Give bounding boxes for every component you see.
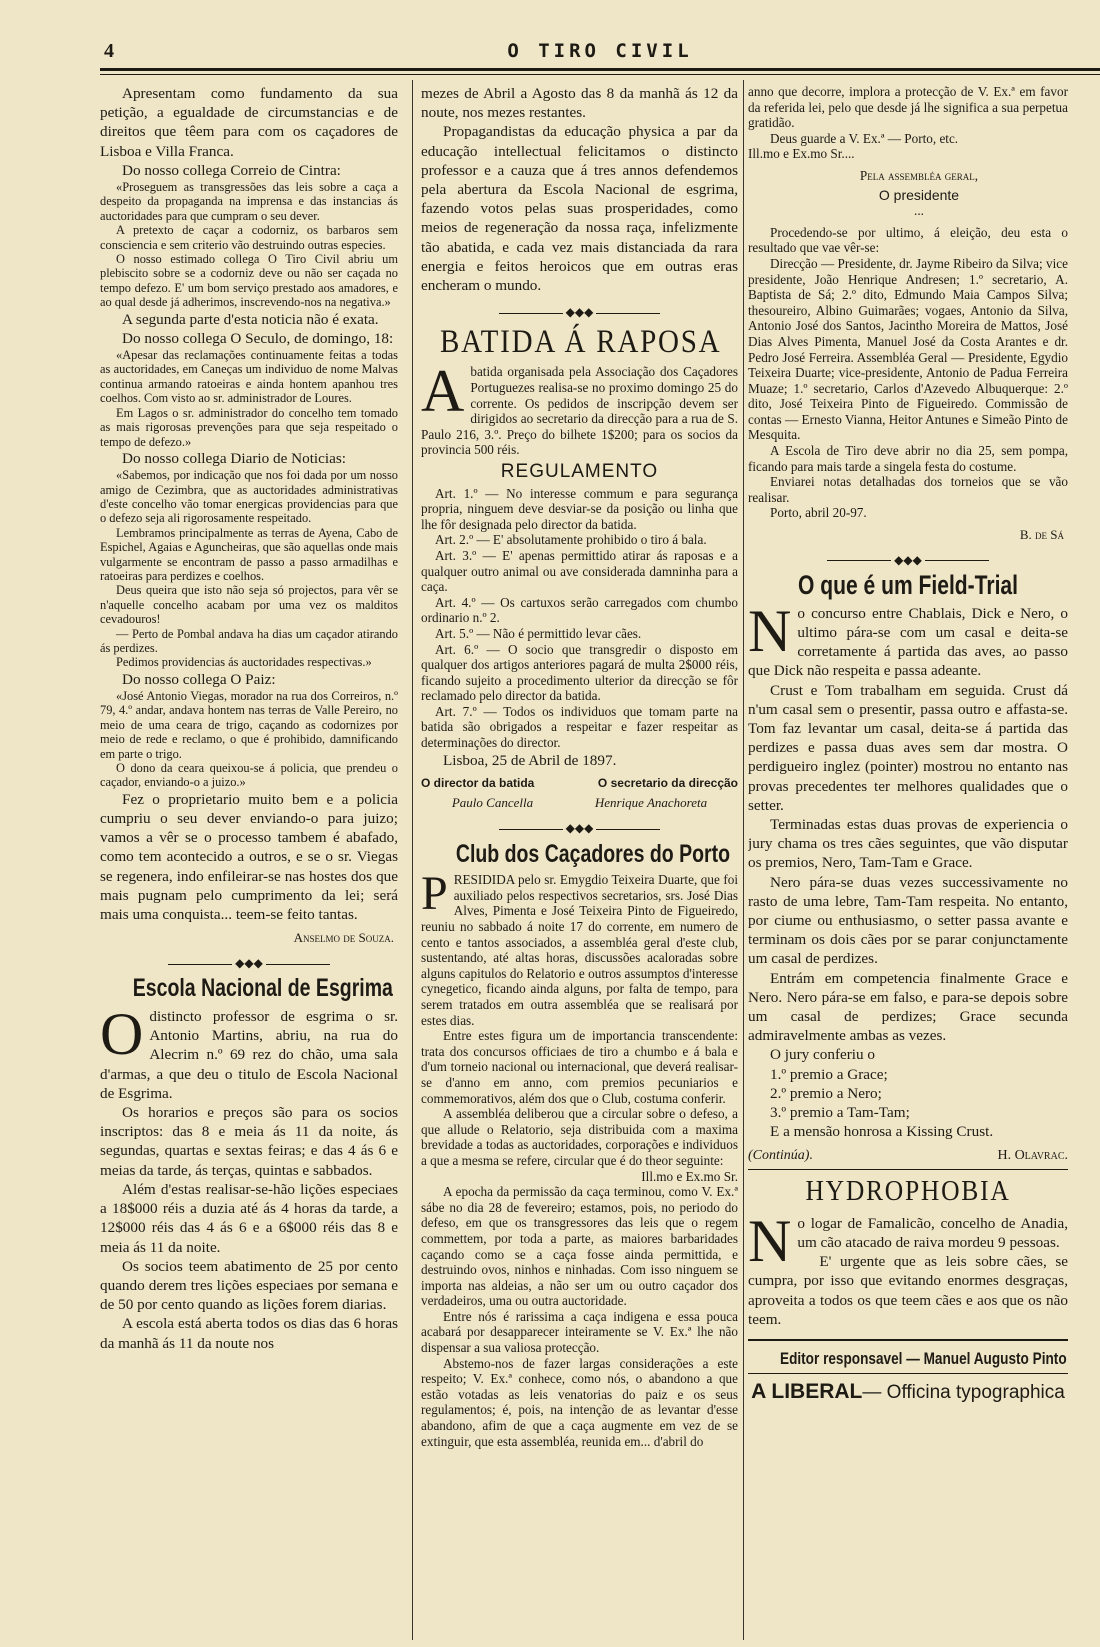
- quote-paragraph: A pretexto de caçar a codorniz, os barbaros sem consciencia e sem criterio vão destruindo outras especies.: [100, 223, 398, 252]
- paragraph: Nero pára-se duas vezes successivamente no rasto de uma lebre, Tam-Tam respeita. No entanto, por ciume ou enthusiasmo, o setter passa avante e terminam os dois cães por se parar conjunctamente um casal de perdizes.: [748, 873, 1068, 968]
- paragraph-text: o logar de Famalicão, concelho de Anadia, um cão atacado de raiva mordeu 9 pessoas.: [797, 1214, 1068, 1251]
- paragraph: anno que decorre, implora a protecção de V. Ex.ª em favor da referida lei, pelo que desde já lhe significa a sua perpetua gratidão.: [748, 84, 1068, 131]
- paragraph: A epocha da permissão da caça terminou, como V. Ex.ª sábe no dia 28 de fevereiro; estamos, pois, no periodo do defeso, em que os transgressores das leis que o regem commettem, por toda a parte, as maiores barbaridades caçando como se a caça fosse ainda permittida, e destruindo ovos, ninhos e ninhadas. Com isso ninguem se importa nas aldeias, a não ser um ou outro caçador dos verdadeiros, uma ou outra auctoridade.: [421, 1184, 738, 1309]
- paragraph: Os socios teem abatimento de 25 por cento quando derem tres lições especiaes por semana e de 50 por cento quando as lições forem diarias.: [100, 1257, 398, 1314]
- quote-paragraph: O dono da ceara queixou-se á policia, que prendeu o caçador, enviando-o a juizo.»: [100, 761, 398, 790]
- printer-label: — Officina typographica: [862, 1381, 1065, 1403]
- paragraph: [421, 867, 738, 1028]
- column-2: [421, 84, 738, 1640]
- dateline: Lisboa, 25 de Abril de 1897.: [443, 751, 617, 769]
- drop-cap: N: [748, 1207, 792, 1274]
- paragraph: Entre estes figura um de importancia transcendente: trata dos concursos officiaes de tiro a chumbo e á bala e d'um torneio nacional ou internacional, que deverá realisar-se d'anno em anno, com premios pecuniarios e commemorativos, além dos que o Club, costuma conferir.: [421, 1028, 738, 1106]
- quote-paragraph: Lembramos principalmente as terras de Ayena, Cabo de Espichel, Agaias e Aguncheiras, que são aquellas onde mais vulgarmente se encontram de passo a passo armadilhas e ratoeiras para perdizes e coelhos.: [100, 525, 398, 583]
- quote-paragraph: Em Lagos o sr. administrador do concelho tem tomado as mais rigorosas prevenções para que seja respeitado o tempo de defezo.»: [100, 405, 398, 449]
- drop-cap: P: [421, 867, 448, 921]
- paragraph: A escola está aberta todos os dias das 6 horas da manhã ás 11 da noute nos: [100, 1315, 398, 1352]
- signatory-name: Paulo Cancella: [451, 795, 534, 811]
- paragraph: Propagandistas da educação physica a par da educação intellectual felicitamos o distincto professor e a cauza que á tres annos defendemos pela abertura da Escola Nacional de esgrima, fazendo votos pelas suas prosperidades, como meios de regeneração da nossa raça, infelizmente tão abatida, e cada vez mais distanciada da rara energia e feitos heroicos que em outras eras encheram o mundo.: [421, 123, 738, 295]
- printer-credit: [748, 1379, 1068, 1403]
- column-3: [748, 84, 1068, 1640]
- salutation: Ill.mo e Ex.mo Sr.: [641, 1168, 738, 1184]
- paragraph: mezes de Abril a Agosto das 8 da manhã ás 12 da noute, nos mezes restantes.: [421, 85, 738, 122]
- paragraph-text: RESIDIDA pelo sr. Emygdio Teixeira Duarte, que foi auxiliado pelos respectivos secretarios, srs. José Dias Alves, Pimenta e José Teixeira Pinto de Figueiredo, reuniu no sabbado á noite 17 do corrente, em numero de cento e tantos associados, a assembléa geral d'este club, sustentando, até altas horas, discussões acaloradas sobre alguns capitulos do Relatorio e outros assumptos d'interesse cynegetico, ficando ainda alguns, por falta de tempo, para serem tratados em outra assembléa que se realisará por estes dias.: [421, 872, 738, 1028]
- signatory-title: O director da batida: [421, 775, 535, 790]
- paragraph: [748, 597, 1068, 681]
- quote-paragraph: Pedimos providencias ás auctoridades respectivas.»: [116, 655, 372, 670]
- signatory-line: Pela assembléa geral,: [859, 167, 979, 183]
- paragraph: Deus guarde a V. Ex.ª — Porto, etc.: [770, 130, 959, 146]
- paragraph: Abstemo-nos de fazer largas considerações a este respeito; V. Ex.ª conhece, como nós, o abandono a que estão votadas as leis venatorias do paiz e os seus regulamentos; é, pois, na intenção de as levantar d'esse abandono, afim de que a caça augmente em vez de se extinguir, que esta assembléa, reunida em... d'abril do: [421, 1355, 738, 1449]
- article: Art. 5.º — Não é permittido levar cães.: [435, 625, 642, 641]
- author-signature: Anselmo de Souza.: [293, 930, 394, 946]
- quote-paragraph: «José Antonio Viegas, morador na rua dos Correiros, n.º 79, 4.º andar, andava hontem nas terras de Valle Pereiro, no meio de uma ceara de trigo, caçando as codornizes por meio de rede e reclamo, o que é prohibido, damnificando em parte o trigo.: [100, 689, 398, 761]
- quotation: [100, 468, 398, 670]
- headline-raposa: BATIDA Á RAPOSA: [440, 323, 722, 360]
- editor-credit: Editor responsavel — Manuel Augusto Pinto: [780, 1348, 1067, 1368]
- quotation: [100, 348, 398, 449]
- paragraph: Entrám em competencia finalmente Grace e Nero. Nero pára-se em falso, e para-se depois sobre um casal de perdizes; Grace secunda admiravelmente ambas as vezes.: [748, 969, 1068, 1045]
- quote-paragraph: «Apesar das reclamações continuamente feitas a todas as auctoridades, em Caneças um individuo de nome Malvas continua armando ratoeiras e ainda hontem apanhou tres coelhos. Com visto ao sr. administrador de Loures.: [100, 348, 398, 406]
- paragraph: A assembléa deliberou que a circular sobre o defeso, a que allude o Relatorio, seja distribuida com a maxima brevidade a todas as auctoridades, corporações e individuos a que a mesma se refere, circular que é do theor seguinte:: [421, 1106, 738, 1168]
- column-divider: [743, 80, 744, 1640]
- paragraph-text: batida organisada pela Associação dos Caçadores Portuguezes realisa-se no proximo domingo 25 do corrente. Os pedidos de inscripção devem ser dirigidos ao secretario da direcção para a rua de S. Paulo 216, 3.º. Preço do bilhete 1$200; para os socios da provincia 500 réis.: [421, 364, 738, 458]
- article: Art. 3.º — E' apenas permittido atirar ás raposas e a qualquer outro animal ou ave considerada damninha para a caça.: [421, 547, 738, 595]
- paragraph: [100, 1001, 398, 1103]
- paragraph: Terminadas estas duas provas de experiencia o jury chama os tres cães seguintes, que vão disputar os premios, Nero, Tam-Tam e Grace.: [748, 816, 1068, 872]
- paragraph: Entre nós é rarissima a caça indigena e essa pouca acabará por desapparecer inteiramente se V. Ex.ª lhe não dispensar a sua valiosa protecção.: [421, 1308, 738, 1356]
- masthead-rule-top: [100, 68, 1100, 71]
- printer-name: A LIBERAL: [751, 1379, 863, 1403]
- paragraph: Crust e Tom trabalham em seguida. Crust dá n'um casal sem o presentir, passa outro e affasta-se. Tom faz levantar um casal, deita-se á partida das perdizes e passa duas aves sem dar mostra. O perdigueiro inglez (pointer) mostrou no entanto nas provas precedentes ter melhores qualidades que o setter.: [748, 681, 1068, 814]
- paragraph: [421, 358, 738, 458]
- prize-line: 3.º premio a Tam-Tam;: [770, 1104, 910, 1122]
- signatory-name: Henrique Anachoreta: [594, 795, 708, 811]
- paragraph: Fez o proprietario muito bem e a policia cumpriu o seu dever enviando-o para juizo; vamos a vêr se o processo tambem é abafado, como tem acontecido a outros, e se o sr. Viegas se regenera, indo enfileirar-se nas hostes dos que mais pugnam pelo cumprimento da lei; será mais uma conquista... teem-se feito tantas.: [100, 790, 398, 924]
- paragraph: Do nosso collega O Seculo, de domingo, 18:: [122, 329, 394, 347]
- quote-paragraph: — Perto de Pombal andava ha dias um caçador atirando ás perdizes.: [100, 626, 398, 655]
- paragraph: Os horarios e preços são para os socios inscriptos: das 8 e meia ás 11 da noite, ás segundas, quartas e sextas feiras; e das 4 ás 6 e meias da tarde, ás terças, quintas e sabbados.: [100, 1104, 398, 1179]
- article: Art. 1.º — No interesse commum e para segurança propria, ninguem deve desviar-se da posição ou linha que lhe fôr designada pelo director da batida.: [421, 485, 738, 532]
- divider: [748, 1339, 1068, 1341]
- author-signature: B. de Sá: [1019, 527, 1064, 543]
- masthead: [100, 38, 1100, 64]
- ornament-divider: ◆◆◆: [421, 821, 738, 837]
- column-divider: [412, 80, 413, 1640]
- paragraph: A segunda parte d'esta noticia não é exata.: [122, 310, 379, 328]
- quote-paragraph: O nosso estimado collega O Tiro Civil abriu um plebiscito sobre se a codorniz deve ou não ser caçada no tempo defezo. E' um bom serviço prestado aos amadores, e ao qual desde já adherimos, inscrevendo-nos na negativa.»: [100, 252, 398, 310]
- prize-line: 2.º premio a Nero;: [770, 1084, 882, 1102]
- drop-cap: A: [421, 358, 465, 425]
- newspaper-title: O TIRO CIVIL: [507, 40, 693, 62]
- paragraph: A Escola de Tiro deve abrir no dia 25, sem pompa, ficando para mais tarde a singela festa do costume.: [748, 443, 1068, 474]
- article: Art. 7.º — Todos os individuos que tomam parte na batida são obrigados a respeitar e fazer respeitar as determinações do director.: [421, 703, 738, 751]
- paragraph: Procedendo-se por ultimo, á eleição, deu esta o resultado que vae vêr-se:: [748, 224, 1068, 256]
- paragraph: Apresentam como fundamento da sua petição, a egualdade de circumstancias e de direitos que têem para com os caçadores de Lisboa e Villa Franca.: [100, 85, 398, 160]
- divider: [748, 1169, 1068, 1170]
- page-number: 4: [104, 40, 114, 62]
- author-signature: H. Olavrac.: [997, 1147, 1068, 1163]
- paragraph: Além d'estas realisar-se-hão lições especiaes a 18$000 réis a duzia até ás 4 horas da tarde, a 12$000 réis das 4 ás 6 e a 6$000 réis das 8 e meia ás 11 da noite.: [100, 1180, 398, 1256]
- headline-esgrima: Escola Nacional de Esgrima: [132, 974, 393, 1003]
- divider: [748, 1373, 1068, 1374]
- headline-club: Club dos Caçadores do Porto: [455, 839, 730, 868]
- paragraph-text: o concurso entre Chablais, Dick e Nero, o ultimo pára-se com um casal e deita-se corretamente á partida das aves, ao passo que Dick não respeita e passa adeante.: [748, 604, 1068, 680]
- ornament-divider: ◆◆◆: [421, 305, 738, 321]
- signatory-titles: [421, 776, 738, 792]
- dateline: Porto, abril 20-97.: [770, 505, 867, 521]
- drop-cap: O: [100, 1001, 144, 1068]
- ellipsis: ...: [914, 203, 924, 219]
- paragraph: Enviarei notas detalhadas dos torneios que se vão realisar.: [748, 474, 1068, 505]
- ornament-divider: ◆◆◆: [748, 553, 1068, 569]
- continua-note: (Continúa).: [748, 1147, 813, 1163]
- quotation: [100, 180, 398, 310]
- paragraph: Do nosso collega Correio de Cintra:: [122, 161, 341, 179]
- article: Art. 6.º — O socio que transgredir o disposto em qualquer dos artigos anteriores pagará de multa 2$000 réis, ficando sujeito a procedimento ulterior da direcção se fôr reclamado pelo director da batida.: [421, 641, 738, 704]
- headline-hydrophobia: HYDROPHOBIA: [805, 1175, 1011, 1208]
- prize-line: 1.º premio a Grace;: [770, 1065, 888, 1083]
- signatory-title: O secretario da direcção: [597, 775, 738, 790]
- regulation-articles: [421, 486, 738, 751]
- subheading-regulamento: REGULAMENTO: [500, 460, 659, 482]
- paragraph: E' urgente que as leis sobre cães, se cumpra, por isso que evitando enormes desgraças, aproveita a todos os que teem cães e aos que os não teem.: [748, 1253, 1068, 1328]
- paragraph: [748, 1207, 1068, 1274]
- paragraph-text: distincto professor de esgrima o sr. Antonio Martins, abriu, na rua do Alecrim n.º 69 rez do chão, uma sala d'armas, a que deu o titulo de Escola Nacional de Esgrima.: [100, 1008, 398, 1102]
- quote-paragraph: Deus queira que isto não seja só projectos, para vêr se n'aquelle concelho acabam por uma vez os malditos cevadouros!: [100, 583, 398, 627]
- quote-paragraph: «Sabemos, por indicação que nos foi dada por um nosso amigo de Cezimbra, que as auctoridades administrativas d'este concelho vão tomar energicas providencias para que o defezo seja ali rigorosamente respeitado.: [100, 468, 398, 526]
- quote-paragraph: «Proseguem as transgressões das leis sobre a caça a despeito da propaganda na imprensa e das instancias ás auctoridades para que cumpram o seu dever.: [100, 180, 398, 223]
- signatory-title: O presidente: [878, 186, 960, 203]
- column-1: [100, 84, 398, 1640]
- ornament-divider: ◆◆◆: [100, 956, 398, 972]
- prize-line: E a mensão honrosa a Kissing Crust.: [770, 1123, 994, 1141]
- quotation: [100, 689, 398, 790]
- paragraph: O jury conferiu o: [770, 1046, 876, 1064]
- signatory-names: [421, 795, 738, 811]
- paragraph: Do nosso collega O Paiz:: [122, 670, 276, 688]
- paragraph: Do nosso collega Diario de Noticias:: [122, 449, 346, 467]
- drop-cap: N: [748, 597, 792, 664]
- article: Art. 2.º — E' absolutamente prohibido o tiro á bala.: [435, 532, 707, 548]
- paragraph: Direcção — Presidente, dr. Jayme Ribeiro da Silva; vice presidente, João Henrique Andresen; 1.º secretario, A. Baptista de Sá; 2.º dito, Edmundo Maia Campos Silva; thesoureiro, Albino Guimarães; vogaes, Antonio da Silva, Antonio José dos Santos, Jacintho Moreira de Mattos, José Dias Alves Pimenta, Manuel José da Costa Arantes e dr. Pedro José Ferreira. Assembléa Geral — Presidente, Egydio Teixeira Duarte; vice-presidente, Antonio de Padua Ferreira Muaze; 1.º secretario, Carlos d'Azevedo Albuquerque: 2.º dito, José Teixeira Pinto de Figueiredo. Commissão de contas — Ernesto Vianna, Heitor Antunes e Simeão Pinto de Mesquita.: [748, 255, 1068, 443]
- continuation-line: [748, 1148, 1068, 1164]
- masthead-rule-bottom: [100, 74, 1100, 75]
- paragraph: Ill.mo e Ex.mo Sr....: [748, 146, 855, 162]
- headline-field-trial: O que é um Field-Trial: [797, 570, 1019, 601]
- article: Art. 4.º — Os cartuxos serão carregados com chumbo ordinario n.º 2.: [421, 594, 738, 626]
